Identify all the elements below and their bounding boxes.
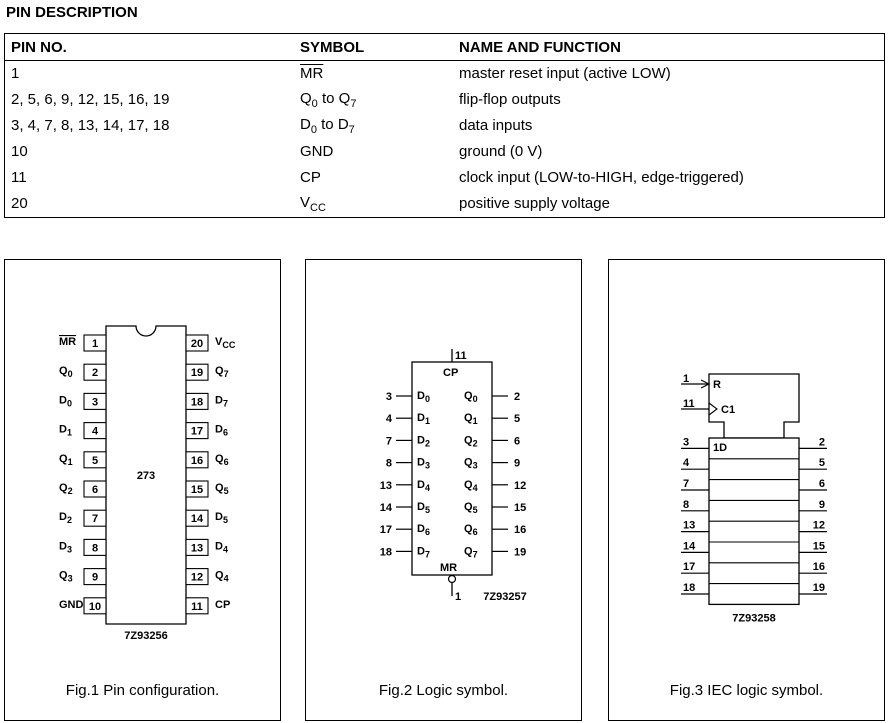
pin-number: 12 [190, 571, 204, 584]
diagram-code: 7Z93258 [732, 612, 776, 625]
fig2-logic-symbol [305, 259, 582, 721]
symbol-cell: $D_0$ to $D_7$ [300, 115, 355, 136]
pin-label: $Q_0$ [59, 365, 73, 380]
pin-label: $D_5$ [215, 511, 228, 526]
pin-number-cell: 3, 4, 7, 8, 13, 14, 17, 18 [5, 113, 295, 139]
r-pin-number: 1 [683, 373, 690, 385]
input-label: $D_0$ [417, 390, 430, 404]
pin-label: $D_7$ [215, 394, 228, 409]
pin-number-cell: 2, 5, 6, 9, 12, 15, 16, 19 [5, 87, 295, 113]
input-pin-number: 18 [379, 546, 392, 559]
cp-label: CP [443, 367, 459, 379]
pin-number: 19 [190, 367, 204, 380]
pin-label: $Q_2$ [59, 482, 73, 496]
pin-number: 6 [91, 484, 99, 496]
fig2-diagram [306, 260, 581, 720]
output-label: $Q_1$ [464, 412, 478, 427]
output-label: $Q_2$ [464, 434, 478, 449]
pin-label: $D_2$ [59, 511, 72, 526]
table-row [5, 113, 885, 139]
output-label: $Q_3$ [464, 456, 478, 471]
input-pin-number: 18 [683, 582, 696, 594]
pin-number: 15 [190, 484, 204, 496]
mr-label: MR [440, 562, 458, 574]
function-cell: clock input (LOW-to-HIGH, edge-triggered) [453, 165, 885, 191]
fig3-iec-logic-symbol [608, 259, 885, 721]
mr-pin-number: 1 [455, 591, 462, 603]
table-row [5, 191, 885, 218]
output-label: $Q_6$ [464, 523, 478, 538]
input-label: $D_7$ [417, 545, 430, 560]
pin-label: $Q_1$ [59, 452, 73, 467]
input-pin-number: 13 [683, 519, 696, 532]
output-pin-number: 6 [818, 478, 825, 490]
diagram-code: 7Z93257 [483, 591, 527, 603]
input-pin-number: 14 [379, 502, 392, 514]
function-cell: data inputs [453, 113, 885, 139]
input-label: $D_2$ [417, 434, 430, 449]
symbol-cell: CP [300, 169, 321, 186]
pin-number-cell: 1 [5, 61, 295, 88]
header-pin-no: PIN NO. [5, 34, 295, 61]
input-pin-number: 14 [683, 540, 696, 553]
function-cell: flip-flop outputs [453, 87, 885, 113]
symbol-cell: $\overline{MR}$ [300, 65, 324, 82]
input-pin-number: 7 [683, 478, 690, 490]
pin-number: 4 [91, 425, 99, 438]
fig3-diagram [609, 260, 884, 720]
pin-number-cell: 20 [5, 191, 295, 218]
table-body [5, 61, 885, 218]
input-label: $D_4$ [417, 478, 430, 493]
fig3-caption: Fig.3 IEC logic symbol. [669, 682, 824, 699]
table-row [5, 61, 885, 88]
pin-number: 16 [190, 454, 204, 467]
output-pin-number: 5 [818, 457, 825, 470]
pin-number: 11 [191, 600, 203, 613]
input-pin-number: 3 [683, 436, 690, 449]
input-pin-number: 8 [683, 498, 690, 511]
pin-number: 17 [190, 425, 204, 438]
output-label: $Q_0$ [464, 390, 478, 404]
pin-number: 2 [91, 367, 99, 380]
output-pin-number: 19 [812, 582, 825, 594]
pin-number: 9 [91, 571, 99, 584]
output-pin-number: 9 [818, 498, 825, 511]
input-label: $D_3$ [417, 456, 430, 471]
pin-label: $D_0$ [59, 394, 72, 409]
pin-label: MR [59, 336, 77, 348]
function-cell: master reset input (active LOW) [453, 61, 885, 88]
diagram-code: 7Z93256 [124, 630, 168, 642]
table-row [5, 139, 885, 165]
input-label: $D_1$ [417, 412, 430, 427]
pin-number-cell: 11 [5, 165, 295, 191]
pin-label: $Q_7$ [215, 365, 229, 380]
pin-number-cell: 10 [5, 139, 295, 165]
function-cell: ground (0 V) [453, 139, 885, 165]
input-pin-number: 4 [683, 457, 690, 470]
pin-label: $V_{CC}$ [215, 336, 236, 350]
symbol-cell: GND [300, 143, 334, 160]
mr-bubble [449, 576, 456, 583]
pin-label: $D_3$ [59, 540, 72, 555]
input-pin-number: 17 [683, 561, 696, 574]
symbol-cell: $Q_0$ to $Q_7$ [300, 89, 357, 110]
output-pin-number: 6 [514, 435, 521, 448]
output-pin-number: 9 [514, 457, 521, 470]
output-pin-number: 5 [514, 413, 521, 426]
pin-number: 5 [91, 454, 99, 467]
pin-number: 14 [190, 513, 204, 526]
header-symbol: SYMBOL [294, 34, 453, 61]
fig1-caption: Fig.1 Pin configuration. [65, 682, 220, 699]
pin-label: $Q_5$ [215, 482, 229, 496]
header-name-function: NAME AND FUNCTION [453, 34, 885, 61]
pin-label: GND [59, 598, 84, 611]
pin-number: 8 [91, 542, 99, 555]
pin-description-table [4, 33, 885, 218]
output-label: $Q_7$ [464, 545, 478, 560]
fig1-diagram [5, 260, 280, 720]
table-header-row [5, 34, 885, 61]
function-cell: positive supply voltage [453, 191, 885, 218]
pin-number: 1 [91, 338, 99, 350]
pin-label: $D_6$ [215, 423, 228, 438]
pin-number: 13 [190, 542, 204, 555]
cp-pin-number: 11 [455, 350, 467, 362]
output-pin-number: 2 [514, 391, 521, 403]
section-title: PIN DESCRIPTION [6, 4, 138, 21]
output-label: $Q_5$ [464, 501, 478, 515]
output-pin-number: 19 [514, 546, 527, 559]
output-pin-number: 15 [514, 502, 527, 514]
output-pin-number: 15 [812, 540, 825, 553]
input-pin-number: 17 [379, 524, 392, 537]
input-label: $D_6$ [417, 523, 430, 538]
table-row [5, 165, 885, 191]
fig2-caption: Fig.2 Logic symbol. [378, 682, 509, 699]
c-pin-number: 11 [683, 398, 695, 410]
pin-number: 3 [91, 396, 99, 409]
output-label: $Q_4$ [464, 478, 478, 493]
pin-label: $D_1$ [59, 423, 72, 438]
input-pin-number: 4 [385, 413, 392, 426]
input-pin-number: 13 [379, 479, 392, 492]
table-row [5, 87, 885, 113]
pin-number: 20 [190, 338, 204, 350]
pin-number: 10 [88, 600, 102, 613]
pin-label: $Q_4$ [215, 569, 229, 584]
output-pin-number: 12 [812, 519, 825, 532]
pin-label: $D_4$ [215, 540, 228, 555]
input-label: $D_5$ [417, 501, 430, 515]
d-label: 1D [713, 442, 728, 454]
input-pin-number: 7 [385, 435, 392, 448]
chip-label: 273 [136, 470, 156, 482]
pin-label: CP [215, 598, 231, 611]
c-label: C1 [721, 404, 736, 416]
pin-label: $Q_6$ [215, 452, 229, 467]
output-pin-number: 12 [514, 479, 527, 492]
output-pin-number: 2 [818, 436, 825, 449]
input-pin-number: 3 [385, 391, 392, 403]
fig1-pin-configuration [4, 259, 281, 721]
pin-number: 7 [91, 513, 99, 526]
output-pin-number: 16 [514, 524, 527, 537]
pin-label: $Q_3$ [59, 569, 73, 584]
pin-number: 18 [190, 396, 204, 409]
output-pin-number: 16 [812, 561, 825, 574]
symbol-cell: $V_{CC}$ [294, 191, 453, 218]
r-label: R [713, 379, 721, 391]
input-pin-number: 8 [385, 457, 392, 470]
